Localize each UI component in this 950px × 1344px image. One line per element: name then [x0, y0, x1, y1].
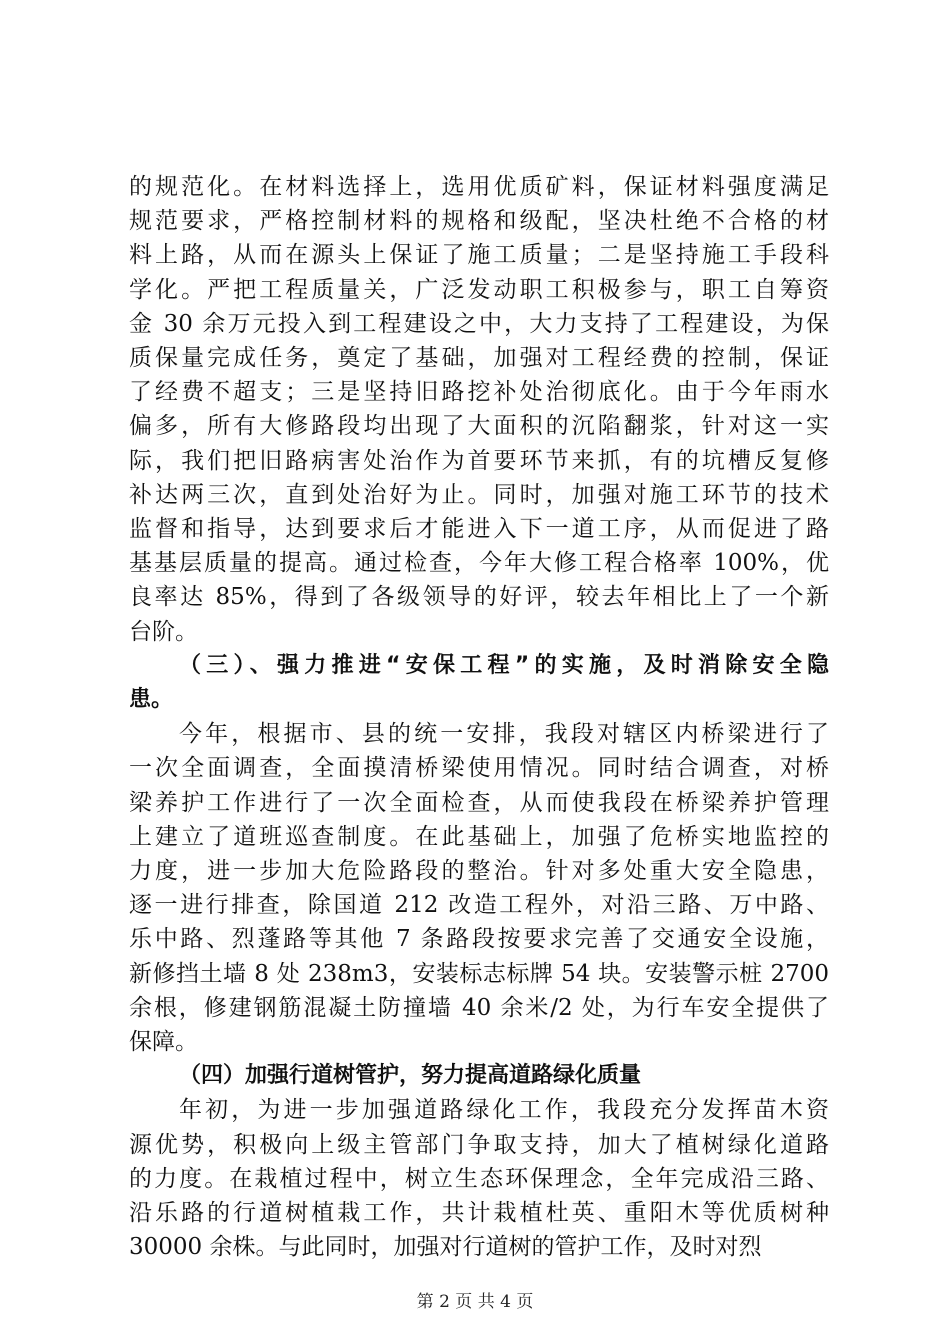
- body-text-line: 规范要求，严格控制材料的规格和级配，坚决杜绝不合格的材: [129, 208, 829, 234]
- section-heading-line: （三）、强力推进“安保工程”的实施，及时消除安全隐: [179, 653, 829, 678]
- body-text-line: 金 30 余万元投入到工程建设之中，大力支持了工程建设，为保: [129, 311, 829, 337]
- body-text-line: 补达两三次，直到处治好为止。同时，加强对施工环节的技术: [129, 482, 829, 508]
- page-footer: 第 2 页 共 4 页: [416, 1292, 534, 1312]
- body-text-line: 年初，为进一步加强道路绿化工作，我段充分发挥苗木资: [179, 1097, 829, 1123]
- body-text-line: 余根，修建钢筋混凝土防撞墙 40 余米/2 处，为行车安全提供了: [129, 995, 829, 1021]
- section-heading-line: 患。: [129, 687, 174, 712]
- body-text-line: 际，我们把旧路病害处治作为首要环节来抓，有的坑槽反复修: [129, 448, 829, 474]
- body-text-line: 梁养护工作进行了一次全面检查，从而使我段在桥梁养护管理: [129, 790, 829, 816]
- body-text-line: 保障。: [129, 1029, 198, 1055]
- body-text-line: 逐一进行排查，除国道 212 改造工程外，对沿三路、万中路、: [129, 892, 829, 918]
- body-text-line: 的力度。在栽植过程中，树立生态环保理念，全年完成沿三路、: [129, 1166, 829, 1192]
- body-text-line: 台阶。: [129, 619, 198, 645]
- body-text-line: 乐中路、烈蓬路等其他 7 条路段按要求完善了交通安全设施，: [129, 926, 829, 952]
- body-text-line: 源优势，积极向上级主管部门争取支持，加大了植树绿化道路: [129, 1132, 829, 1158]
- body-text-line: 良率达 85%，得到了各级领导的好评，较去年相比上了一个新: [129, 584, 829, 610]
- body-text-line: 今年，根据市、县的统一安排，我段对辖区内桥梁进行了: [179, 721, 829, 747]
- section-heading-line: （四）加强行道树管护，努力提高道路绿化质量: [179, 1063, 642, 1088]
- body-text-line: 基基层质量的提高。通过检查，今年大修工程合格率 100%，优: [129, 550, 829, 576]
- body-text-line: 力度，进一步加大危险路段的整治。针对多处重大安全隐患，: [129, 858, 829, 884]
- body-text-line: 监督和指导，达到要求后才能进入下一道工序，从而促进了路: [129, 516, 829, 542]
- body-text-line: 学化。严把工程质量关，广泛发动职工积极参与，职工自筹资: [129, 277, 829, 303]
- body-text-line: 偏多，所有大修路段均出现了大面积的沉陷翻浆，针对这一实: [129, 413, 829, 439]
- body-text-line: 新修挡土墙 8 处 238m3，安装标志标牌 54 块。安装警示桩 2700: [129, 961, 829, 987]
- body-text-line: 上建立了道班巡查制度。在此基础上，加强了危桥实地监控的: [129, 824, 829, 850]
- body-text-line: 质保量完成任务，奠定了基础，加强对工程经费的控制，保证: [129, 345, 829, 371]
- body-text-line: 的规范化。在材料选择上，选用优质矿料，保证材料强度满足: [129, 174, 829, 200]
- body-text-line: 沿乐路的行道树植栽工作，共计栽植杜英、重阳木等优质树种: [129, 1200, 829, 1226]
- body-text-line: 了经费不超支；三是坚持旧路挖补处治彻底化。由于今年雨水: [129, 379, 829, 405]
- body-text-line: 料上路，从而在源头上保证了施工质量；二是坚持施工手段科: [129, 242, 829, 268]
- body-text-line: 30000 余株。与此同时，加强对行道树的管护工作，及时对烈: [129, 1234, 762, 1260]
- body-text-line: 一次全面调查，全面摸清桥梁使用情况。同时结合调查，对桥: [129, 755, 829, 781]
